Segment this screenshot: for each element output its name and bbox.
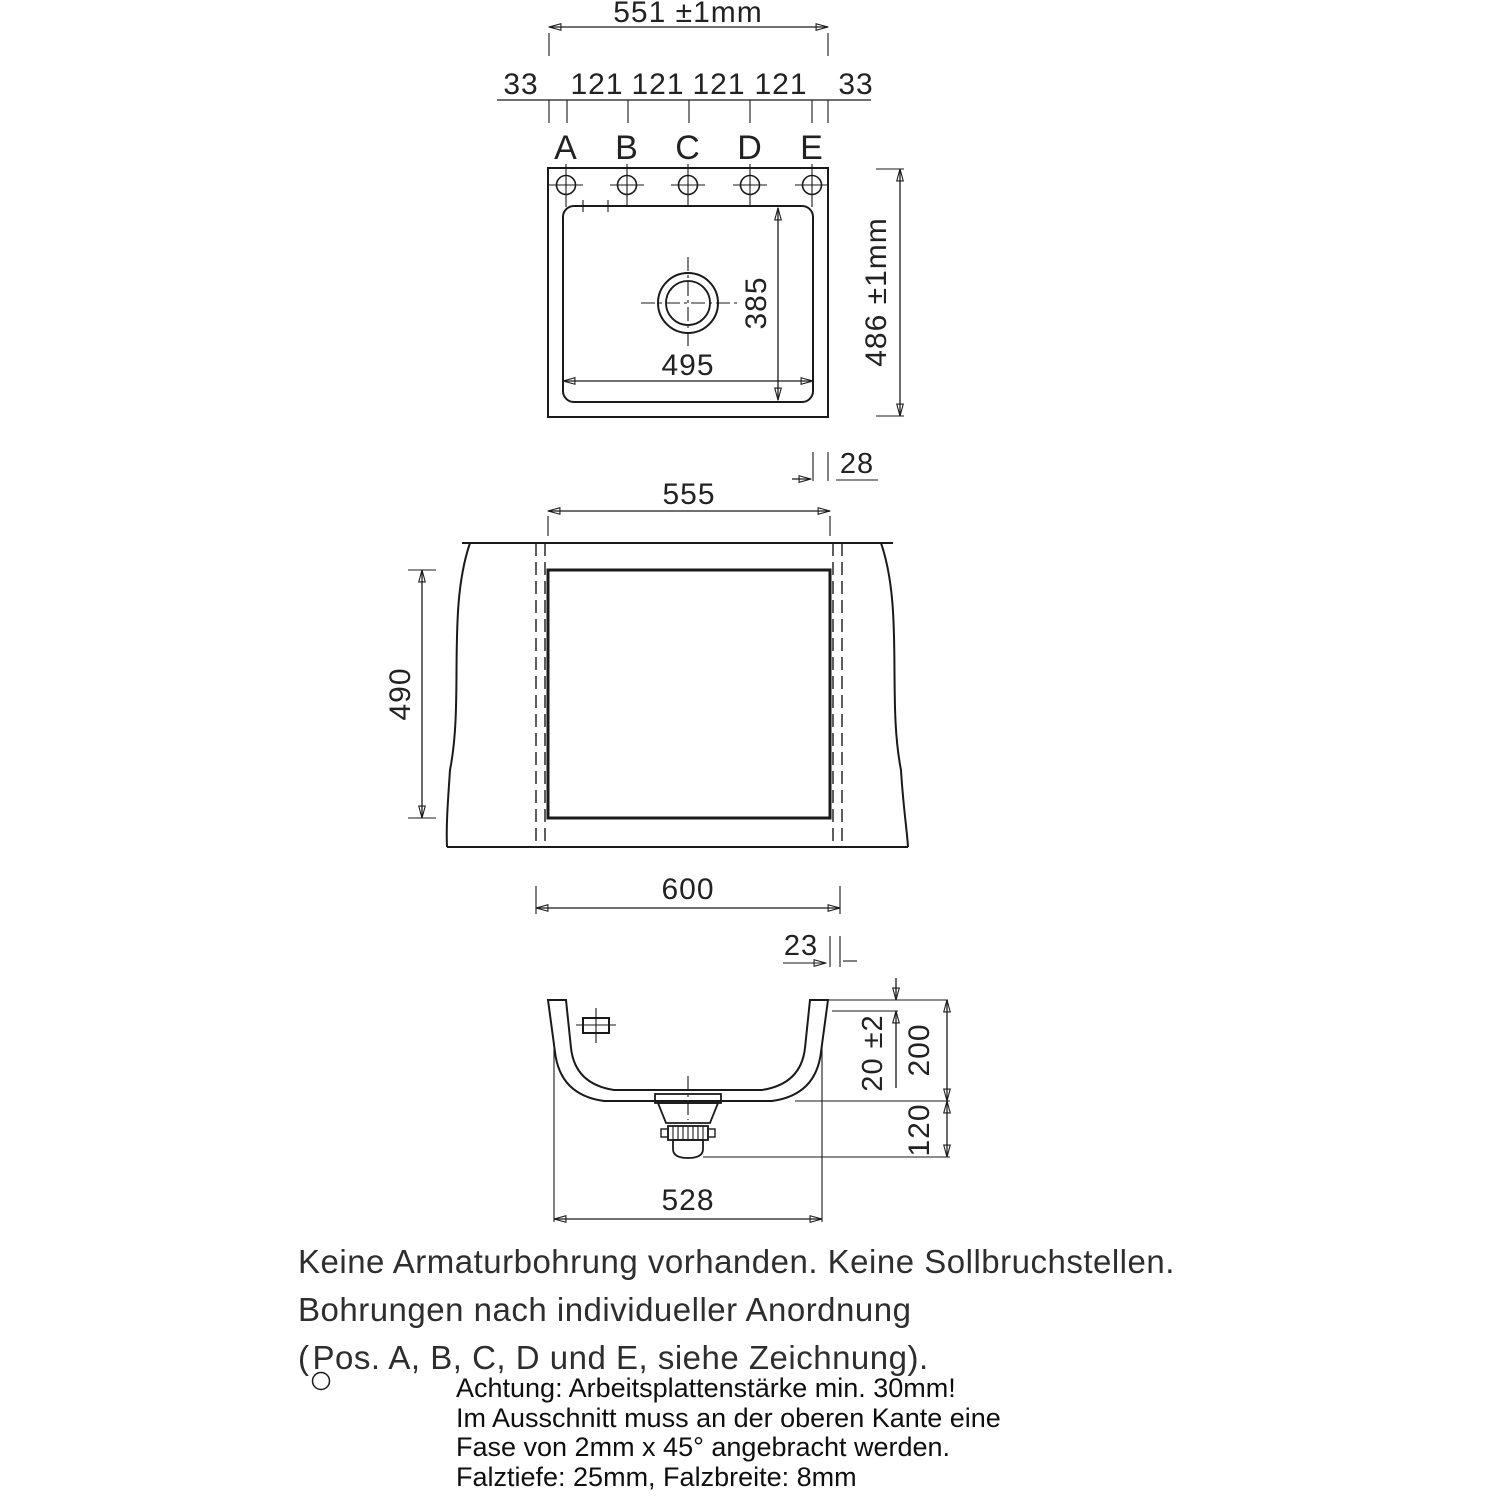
- dim-seg-121-4: 121: [754, 68, 808, 101]
- dim-cutout-depth: [384, 570, 436, 818]
- warning-line-1: Achtung: Arbeitsplattenstärke min. 30mm!: [456, 1373, 956, 1403]
- drilling-notes: [298, 1238, 1175, 1382]
- break-line-left: [447, 543, 470, 847]
- dim-seg-121-1: 121: [570, 68, 624, 101]
- dim-label-28: 28: [839, 448, 875, 480]
- dim-cutout-width: [548, 478, 830, 536]
- dim-overhang: [783, 930, 857, 967]
- tap-hole-e-icon: [795, 164, 829, 207]
- dim-bowl-width: [740, 208, 778, 400]
- dim-bowl-depth: [903, 1000, 947, 1101]
- break-line-right: [881, 543, 908, 847]
- drain-symbol: [641, 257, 737, 349]
- dim-overall-width: [549, 0, 828, 56]
- warning-line-2: Im Ausschnitt muss an der oberen Kante eine: [456, 1402, 1001, 1433]
- dim-drain-height: [903, 1101, 947, 1157]
- dim-label-495: 495: [661, 349, 715, 382]
- tap-hole-a-icon: [549, 164, 583, 207]
- sink-hidden-outline: [536, 543, 842, 847]
- dim-seg-121-3: 121: [692, 68, 746, 101]
- dim-hole-spacing: [497, 68, 874, 123]
- hole-label-d: D: [737, 129, 763, 167]
- dim-seg-33-left: 33: [503, 68, 539, 101]
- dim-seg-121-2: 121: [631, 68, 685, 101]
- tap-hole-b-icon: [610, 164, 644, 207]
- note-line-2: Bohrungen nach individueller Anordnung: [298, 1291, 912, 1328]
- note-line-3-text: Pos. A, B, C, D und E, siehe Zeichnung).: [312, 1339, 929, 1376]
- dim-rim-height: [857, 978, 896, 1092]
- cutout-view: [384, 478, 908, 967]
- dim-overall-depth: [860, 169, 904, 416]
- warning-line-4: Falztiefe: 25mm, Falzbreite: 8mm: [456, 1461, 857, 1492]
- dim-bowl-length: [563, 349, 813, 382]
- dim-sink-width: [536, 873, 840, 914]
- dim-label-120: 120: [903, 1103, 936, 1157]
- tap-hole-d-icon: [733, 164, 767, 207]
- dim-label-528: 528: [661, 1184, 715, 1217]
- dim-label-20: 20 ±2: [857, 1014, 889, 1092]
- dim-label-200: 200: [903, 1023, 936, 1077]
- hole-labels: [554, 129, 824, 167]
- note-line-3-prefix: (: [298, 1339, 310, 1376]
- dim-label-385: 385: [740, 276, 773, 330]
- hole-label-c: C: [675, 129, 701, 167]
- warning-line-3: Fase von 2mm x 45° angebracht werden.: [456, 1432, 951, 1462]
- dim-label-555: 555: [662, 478, 716, 511]
- tap-holes: [549, 164, 829, 207]
- section-view: [548, 978, 950, 1222]
- cutout-rect: [548, 570, 830, 818]
- hole-label-b: B: [615, 129, 639, 167]
- hole-label-a: A: [554, 129, 578, 167]
- hole-label-e: E: [800, 129, 824, 167]
- dim-label-600: 600: [661, 873, 715, 906]
- dim-seg-33-right: 33: [838, 68, 874, 101]
- dim-label-23: 23: [783, 930, 819, 962]
- dim-label-551: 551 ±1mm: [613, 0, 763, 29]
- drain-assembly: [655, 1076, 721, 1158]
- overflow-marker: [576, 1008, 616, 1043]
- dim-label-486: 486 ±1mm: [860, 217, 893, 367]
- note-line-1: Keine Armaturbohrung vorhanden. Keine Sollbruchstellen.: [298, 1243, 1175, 1280]
- worktop-outline: [447, 543, 908, 847]
- tap-hole-c-icon: [671, 164, 705, 207]
- dim-rim-offset: [792, 448, 878, 481]
- dim-label-490: 490: [384, 667, 417, 721]
- worktop-warning: [456, 1374, 1001, 1492]
- top-view: [497, 0, 904, 481]
